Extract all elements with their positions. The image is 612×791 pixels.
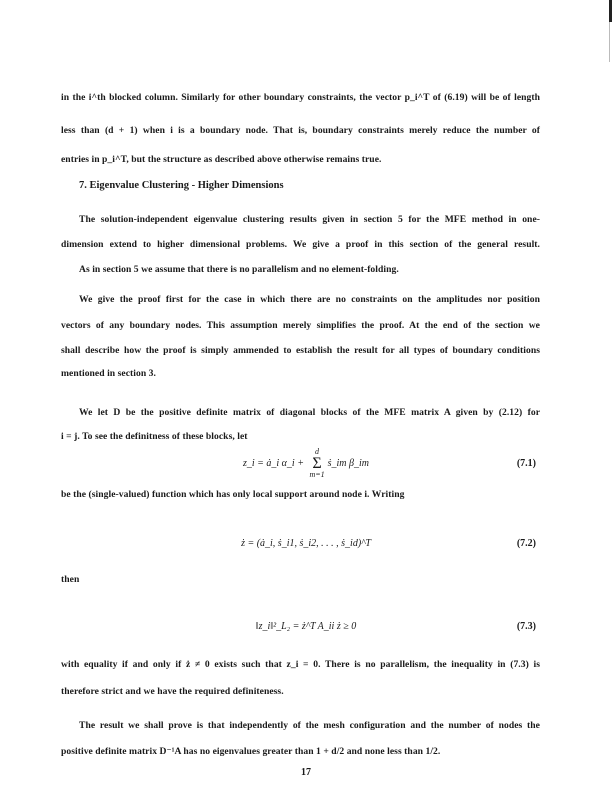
equation-7-3: ‖z_i‖²_L₂ = ż^T A_ii ż ≥ 0 (255, 621, 357, 632)
text-line: We give the proof first for the case in which there are no constraints on the amplitudes nor position (79, 294, 540, 305)
text-line: in the i^th blocked column. Similarly for other boundary constraints, the vector p_i^T of (6.19) will be of length (61, 92, 540, 103)
scan-edge-mark (609, 22, 610, 62)
text-line: i = j. To see the definitness of these blocks, let (61, 431, 248, 442)
equation-7-2: ż = (ȧ_i, ṡ_i1, ṡ_i2, . . . , ṡ_id)^T (241, 538, 371, 549)
sum-lower: m=1 (309, 470, 325, 479)
eq-rhs: ṡ_im β_im (327, 457, 370, 469)
text-line: be the (single-valued) function which has only local support around node i. Writing (61, 489, 405, 500)
text-line: The result we shall prove is that independently of the mesh configuration and the number of nodes the (79, 720, 540, 731)
equation-number: (7.1) (516, 458, 536, 469)
text-line: As in section 5 we assume that there is no parallelism and no element-folding. (79, 264, 399, 275)
page-number: 17 (301, 767, 311, 778)
text-line: The solution-independent eigenvalue clustering results given in section 5 for the MFE method in one- (79, 214, 540, 225)
text-line: with equality if and only if ż ≠ 0 exists such that z_i = 0. There is no parallelism, the inequality in (7.3) is (61, 659, 540, 670)
text-line: mentioned in section 3. (61, 368, 156, 379)
sum-upper: d (315, 447, 320, 456)
equation-number: (7.2) (516, 538, 536, 549)
summation-sign: d Σ m=1 (309, 447, 325, 479)
eq-lhs: z_i = ȧ_i α_i + (242, 457, 307, 469)
text-line: shall describe how the proof is simply ammended to establish the result for all types of boundary conditions (61, 345, 540, 356)
text-line: then (61, 574, 80, 585)
equation-number: (7.3) (516, 621, 536, 632)
text-line: positive definite matrix D⁻¹A has no eigenvalues greater than 1 + d/2 and none less than 1/2. (61, 746, 441, 757)
text-line: entries in p_i^T, but the structure as described above otherwise remains true. (61, 154, 382, 165)
text-line: dimension extend to higher dimensional problems. We give a proof in this section of the general result. (61, 239, 540, 250)
text-line: less than (d + 1) when i is a boundary node. That is, boundary constraints merely reduce the number of (61, 125, 540, 136)
text-line: vectors of any boundary nodes. This assumption merely simplifies the proof. At the end of the section we (61, 320, 540, 331)
text-line: therefore strict and we have the required definiteness. (61, 686, 284, 697)
text-line: We let D be the positive definite matrix of diagonal blocks of the MFE matrix A given by (2.12) for (79, 407, 540, 418)
section-heading: 7. Eigenvalue Clustering - Higher Dimensions (79, 180, 284, 191)
